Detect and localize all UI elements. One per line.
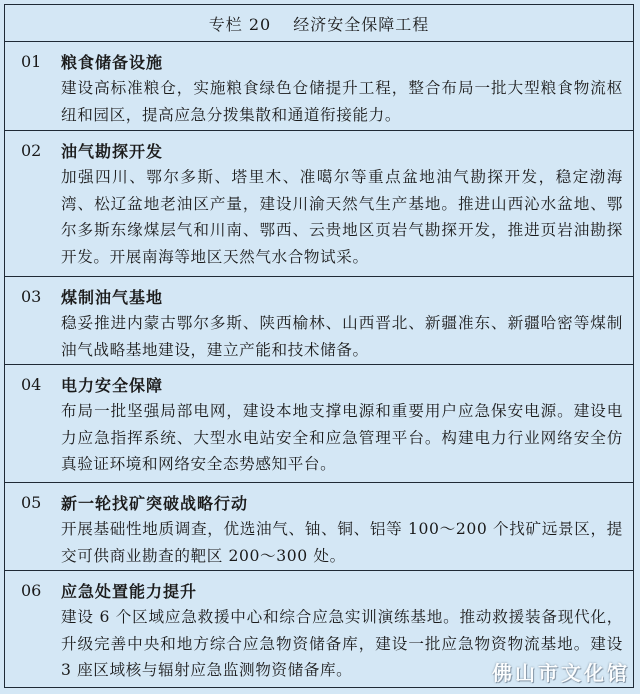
- section-coal-to-oil-gas: [5, 277, 633, 365]
- section-title: 电力安全保障: [61, 375, 164, 395]
- section-number: 02: [21, 140, 42, 160]
- table-box: [4, 4, 634, 688]
- section-body: 开展基础性地质调查，优选油气、铀、铜、铝等 100～200 个找矿远景区，提交可供商业勘查的靶区 200～300 处。: [61, 520, 623, 565]
- section-number: 03: [21, 286, 42, 306]
- section-title: 应急处置能力提升: [61, 581, 198, 601]
- section-body: 稳妥推进内蒙古鄂尔多斯、陕西榆林、山西晋北、新疆准东、新疆哈密等煤制油气战略基地建设，建立产能和技术储备。: [61, 314, 623, 359]
- section-header: [21, 139, 623, 161]
- section-number: 06: [21, 580, 42, 600]
- section-mineral-exploration: [5, 483, 633, 571]
- section-body: 加强四川、鄂尔多斯、塔里木、准噶尔等重点盆地油气勘探开发，稳定渤海湾、松辽盆地老油区产量，建设川渝天然气生产基地。推进山西沁水盆地、鄂尔多斯东缘煤层气和川南、鄂西、云贵地区页岩气勘探开发，推进页岩油勘探开发。开展南海等地区天然气水合物试采。: [61, 168, 623, 266]
- section-power-security: [5, 365, 633, 483]
- section-body: 建设 6 个区域应急救援中心和综合应急实训演练基地。推动救援装备现代化，升级完善中央和地方综合应急物资储备库，建设一批应急物资物流基地。建设 3 座区域核与辐射应急监测物资储备库。: [61, 608, 623, 679]
- section-header: [21, 579, 623, 601]
- section-number: 04: [21, 374, 42, 394]
- section-body: 布局一批坚强局部电网，建设本地支撑电源和重要用户应急保安电源。建设电力应急指挥系统、大型水电站安全和应急管理平台。构建电力行业网络安全仿真验证环境和网络安全态势感知平台。: [61, 402, 623, 473]
- section-title: 新一轮找矿突破战略行动: [61, 493, 249, 513]
- section-title: 粮食储备设施: [61, 52, 164, 72]
- section-header: [21, 285, 623, 307]
- column-code: 专栏 20: [208, 14, 272, 34]
- section-oil-gas-exploration: [5, 131, 633, 277]
- section-title: 煤制油气基地: [61, 287, 164, 307]
- table-title: 经济安全保障工程: [293, 14, 430, 34]
- section-number: 01: [21, 51, 42, 71]
- watermark-logo: 佛山市文化馆: [492, 661, 630, 685]
- table-title-row: [5, 5, 633, 42]
- section-number: 05: [21, 492, 42, 512]
- section-header: [21, 373, 623, 395]
- section-title: 油气勘探开发: [61, 141, 164, 161]
- section-header: [21, 491, 623, 513]
- section-header: [21, 50, 623, 72]
- section-body: 建设高标准粮仓，实施粮食绿色仓储提升工程，整合布局一批大型粮食物流枢纽和园区，提高应急分拨集散和通道衔接能力。: [61, 79, 623, 124]
- section-grain-storage: [5, 42, 633, 131]
